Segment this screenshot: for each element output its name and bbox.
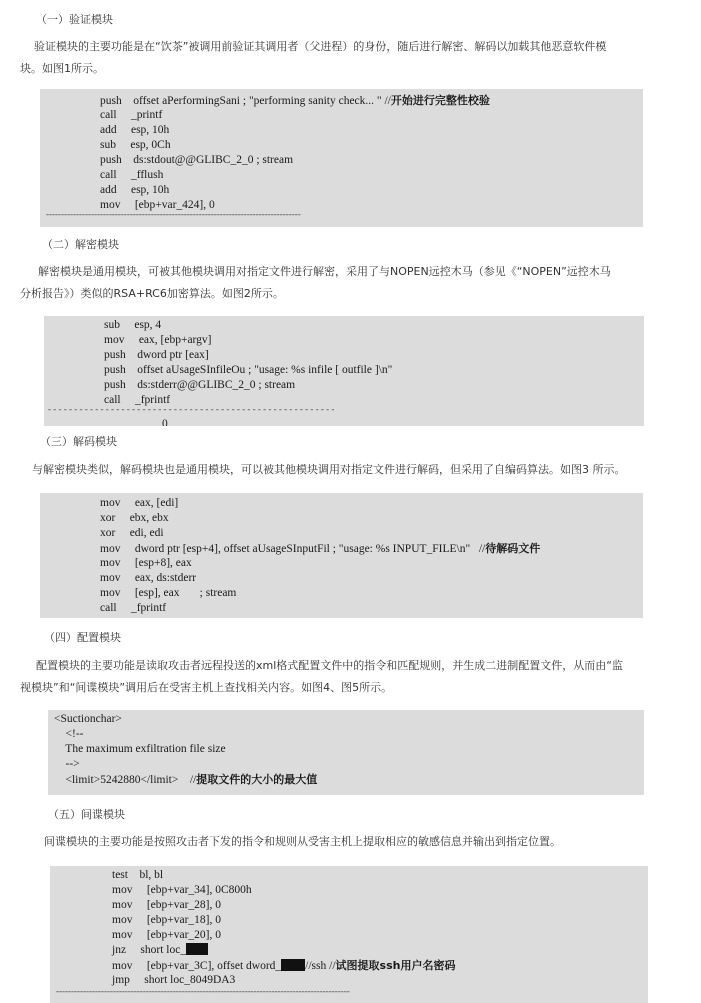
code-line: <!-- — [54, 728, 84, 740]
code-figure-3 — [40, 493, 643, 618]
code-line: push offset aPerformingSani ; "performing sanity check... " //开始进行完整性校验 — [100, 94, 490, 107]
section-paragraph-decrypt — [20, 261, 692, 305]
code-figure-4 — [48, 710, 644, 795]
paragraph-line: 解密模块是通用模块，可被其他模块调用对指定文件进行解密，采用了与NOPEN远控木马（参见《“NOPEN”远控木马 — [38, 265, 611, 278]
section-heading-spy: （五）间谍模块 — [48, 808, 125, 821]
code-line: jnz short loc_ — [112, 943, 208, 958]
paragraph-line: 与解密模块类似，解码模块也是通用模块，可以被其他模块调用对指定文件进行解码，但采用了自编码算法。如图3 所示。 — [32, 463, 626, 476]
paragraph-line: 视模块”和“间谍模块”调用后在受害主机上查找相关内容。如图4、图5所示。 — [20, 681, 393, 694]
code-line: mov eax, [ebp+argv] — [104, 334, 212, 346]
separator-dashes: -------------------------------------------------------------------------------------------------- — [56, 986, 350, 996]
section-paragraph-config — [20, 655, 692, 699]
code-line: mov dword ptr [esp+4], offset aUsageSInputFil ; "usage: %s INPUT_FILE\n" //待解码文件 — [100, 542, 541, 555]
redaction-bar — [281, 959, 305, 971]
code-line: push ds:stdout@@GLIBC_2_0 ; stream — [100, 154, 294, 166]
code-line: mov [ebp+var_28], 0 — [112, 899, 222, 911]
paragraph-line: 间谍模块的主要功能是按照攻击者下发的指令和规则从受害主机上提取相应的敏感信息并输出到指定位置。 — [44, 835, 561, 848]
separator-dashes: - - - - - - - - - - - - - - - - - - - - - - - - - - - - - - - - - - - - - - - - - - - - - - - - - - - - - - - — [48, 404, 335, 414]
section-heading-config: （四）配置模块 — [44, 631, 121, 644]
paragraph-line: 分析报告》）类似的RSA+RC6加密算法。如图2所示。 — [20, 287, 284, 300]
code-line: mov [ebp+var_34], 0C800h — [112, 884, 252, 896]
code-line: The maximum exfiltration file size — [54, 743, 226, 755]
section-heading-verify: （一）验证模块 — [36, 13, 113, 26]
section-paragraph-spy — [44, 831, 692, 853]
code-line: mov [ebp+var_18], 0 — [112, 914, 222, 926]
code-figure-1 — [40, 89, 643, 227]
code-line: add esp, 10h — [100, 184, 170, 196]
section-heading-decode: （三）解码模块 — [40, 435, 117, 448]
code-line-partial: 0 — [162, 418, 168, 426]
code-line: push dword ptr [eax] — [104, 349, 209, 361]
section-heading-decrypt: （二）解密模块 — [42, 238, 119, 251]
section-paragraph-verify — [20, 36, 692, 80]
paragraph-line: 块。如图1所示。 — [20, 62, 104, 75]
code-line: mov [ebp+var_20], 0 — [112, 929, 222, 941]
code-figure-5 — [50, 866, 648, 1003]
code-line: mov [ebp+var_424], 0 — [100, 199, 215, 211]
paragraph-line: 配置模块的主要功能是读取攻击者远程投送的xml格式配置文件中的指令和匹配规则，并生成二进制配置文件，从而由“监 — [36, 659, 623, 672]
code-line: sub esp, 0Ch — [100, 139, 171, 151]
code-line: <Suctionchar> — [54, 713, 122, 725]
redaction-bar — [186, 943, 208, 955]
code-line: mov eax, ds:stderr — [100, 572, 197, 584]
code-figure-2 — [44, 316, 644, 426]
section-paragraph-decode — [32, 459, 692, 481]
code-line: call _fprintf — [104, 394, 171, 406]
code-line: call _fflush — [100, 169, 164, 181]
code-line: jmp short loc_8049DA3 — [112, 974, 236, 986]
code-line: call _fprintf — [100, 602, 167, 614]
code-line: mov [esp+8], eax — [100, 557, 192, 569]
code-line: mov [ebp+var_3C], offset dword_ //ssh //试图提取ssh用户名密码 — [112, 959, 456, 972]
code-line: call _printf — [100, 109, 163, 121]
code-line: mov eax, [edi] — [100, 497, 179, 509]
code-line: sub esp, 4 — [104, 319, 162, 331]
code-line: test bl, bl — [112, 869, 164, 881]
code-line: add esp, 10h — [100, 124, 170, 136]
paragraph-line: 验证模块的主要功能是在“饮茶”被调用前验证其调用者（父进程）的身份，随后进行解密、解码以加载其他恶意软件模 — [34, 40, 607, 53]
code-line: --> — [54, 758, 80, 770]
code-line: <limit>5242880</limit> //提取文件的大小的最大值 — [54, 773, 318, 786]
code-line: xor edi, edi — [100, 527, 164, 539]
code-line: push offset aUsageSInfileOu ; "usage: %s infile [ outfile ]\n" — [104, 364, 393, 376]
code-line: push ds:stderr@@GLIBC_2_0 ; stream — [104, 379, 296, 391]
code-line: mov [esp], eax ; stream — [100, 587, 237, 599]
code-line: xor ebx, ebx — [100, 512, 169, 524]
separator-dashes: ------------------------------------------------------------------------------------- — [46, 209, 301, 219]
